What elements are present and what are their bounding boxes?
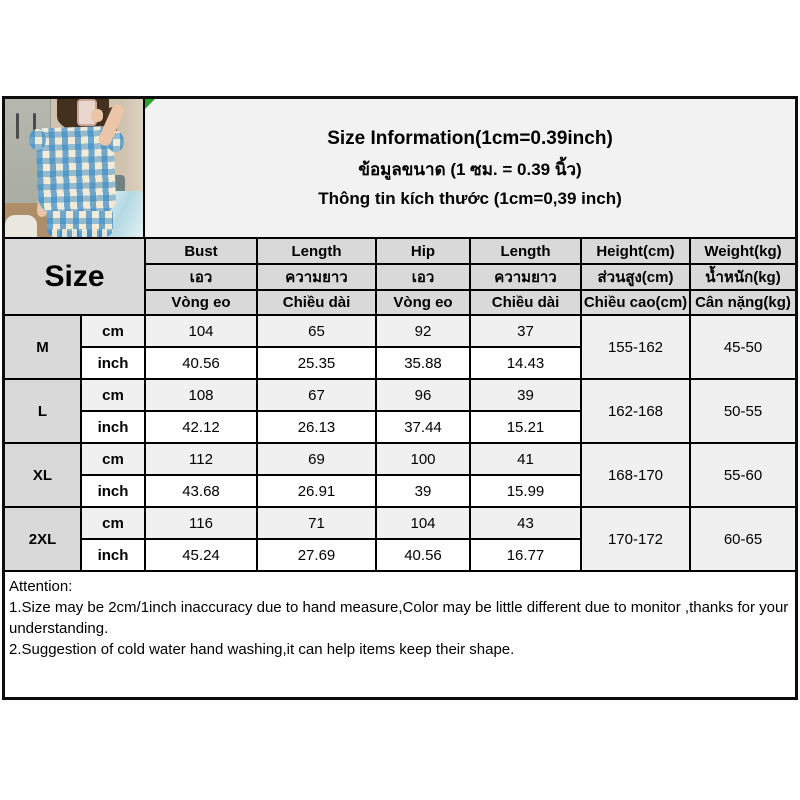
unit-cell-inch: inch xyxy=(81,411,145,443)
size-row-label-xl: XL xyxy=(5,443,81,507)
header-th-hip: เอว xyxy=(376,264,470,290)
header-en-hip: Hip xyxy=(376,239,470,264)
product-photo xyxy=(5,99,145,237)
value-cell: 43.68 xyxy=(145,475,257,507)
header-vi-bust: Vòng eo xyxy=(145,290,257,315)
unit-cell-cm: cm xyxy=(81,315,145,347)
value-cell: 112 xyxy=(145,443,257,475)
attention-section xyxy=(5,572,795,697)
cell-flag-triangle-icon xyxy=(145,99,155,109)
value-cell: 37.44 xyxy=(376,411,470,443)
value-cell: 15.21 xyxy=(470,411,581,443)
photo-ruffle-hem xyxy=(47,229,113,237)
value-cell: 16.77 xyxy=(470,539,581,571)
unit-cell-inch: inch xyxy=(81,475,145,507)
unit-cell-cm: cm xyxy=(81,379,145,411)
title-english: Size Information(1cm=0.39inch) xyxy=(327,127,613,149)
header-th-height: ส่วนสูง(cm) xyxy=(581,264,690,290)
attention-note-2: 2.Suggestion of cold water hand washing,it can help items keep their shape. xyxy=(9,641,515,658)
header-th-bust: เอว xyxy=(145,264,257,290)
value-cell: 35.88 xyxy=(376,347,470,379)
height-range-cell: 170-172 xyxy=(581,507,690,571)
value-cell: 43 xyxy=(470,507,581,539)
value-cell: 25.35 xyxy=(257,347,376,379)
value-cell: 39 xyxy=(470,379,581,411)
weight-range-cell: 45-50 xyxy=(690,315,795,379)
value-cell: 26.13 xyxy=(257,411,376,443)
title-cell xyxy=(145,99,795,237)
header-th-weight: น้ำหนัก(kg) xyxy=(690,264,795,290)
weight-range-cell: 50-55 xyxy=(690,379,795,443)
value-cell: 37 xyxy=(470,315,581,347)
header-vi-length: Chiều dài xyxy=(257,290,376,315)
header-th-length: ความยาว xyxy=(257,264,376,290)
value-cell: 71 xyxy=(257,507,376,539)
header-en-weight: Weight(kg) xyxy=(690,239,795,264)
title-thai: ข้อมูลขนาด (1 ซม. = 0.39 นิ้ว) xyxy=(358,159,582,179)
header-vi-length2: Chiều dài xyxy=(470,290,581,315)
value-cell: 96 xyxy=(376,379,470,411)
weight-range-cell: 55-60 xyxy=(690,443,795,507)
photo-blanket xyxy=(5,215,37,237)
size-row-label-2xl: 2XL xyxy=(5,507,81,571)
value-cell: 65 xyxy=(257,315,376,347)
value-cell: 42.12 xyxy=(145,411,257,443)
size-row-label-l: L xyxy=(5,379,81,443)
size-row-label-m: M xyxy=(5,315,81,379)
size-chart-box xyxy=(2,96,798,700)
top-row xyxy=(5,99,795,239)
unit-cell-inch: inch xyxy=(81,347,145,379)
value-cell: 116 xyxy=(145,507,257,539)
header-en-bust: Bust xyxy=(145,239,257,264)
unit-cell-cm: cm xyxy=(81,507,145,539)
value-cell: 104 xyxy=(376,507,470,539)
header-vi-hip: Vòng eo xyxy=(376,290,470,315)
title-vietnamese: Thông tin kích thước (1cm=0,39 inch) xyxy=(318,188,622,208)
size-header-cell: Size xyxy=(5,239,145,315)
value-cell: 69 xyxy=(257,443,376,475)
header-en-length2: Length xyxy=(470,239,581,264)
weight-range-cell: 60-65 xyxy=(690,507,795,571)
unit-cell-inch: inch xyxy=(81,539,145,571)
header-th-length2: ความยาว xyxy=(470,264,581,290)
value-cell: 67 xyxy=(257,379,376,411)
value-cell: 26.91 xyxy=(257,475,376,507)
height-range-cell: 155-162 xyxy=(581,315,690,379)
value-cell: 14.43 xyxy=(470,347,581,379)
value-cell: 92 xyxy=(376,315,470,347)
photo-ruffle-sleeve xyxy=(29,129,46,150)
header-vi-height: Chiều cao(cm) xyxy=(581,290,690,315)
attention-note-1: 1.Size may be 2cm/1inch inaccuracy due to hand measure,Color may be little different due to monitor ,thanks for your understanding. xyxy=(9,599,789,637)
size-table xyxy=(5,239,795,572)
value-cell: 40.56 xyxy=(145,347,257,379)
value-cell: 45.24 xyxy=(145,539,257,571)
value-cell: 104 xyxy=(145,315,257,347)
height-range-cell: 168-170 xyxy=(581,443,690,507)
header-vi-weight: Cân nặng(kg) xyxy=(690,290,795,315)
header-en-height: Height(cm) xyxy=(581,239,690,264)
value-cell: 15.99 xyxy=(470,475,581,507)
header-en-length: Length xyxy=(257,239,376,264)
value-cell: 27.69 xyxy=(257,539,376,571)
attention-heading: Attention: xyxy=(9,578,73,595)
value-cell: 41 xyxy=(470,443,581,475)
unit-cell-cm: cm xyxy=(81,443,145,475)
photo-model-hand xyxy=(91,109,103,122)
height-range-cell: 162-168 xyxy=(581,379,690,443)
value-cell: 108 xyxy=(145,379,257,411)
value-cell: 39 xyxy=(376,475,470,507)
photo-wardrobe-handle xyxy=(16,113,19,139)
value-cell: 100 xyxy=(376,443,470,475)
value-cell: 40.56 xyxy=(376,539,470,571)
